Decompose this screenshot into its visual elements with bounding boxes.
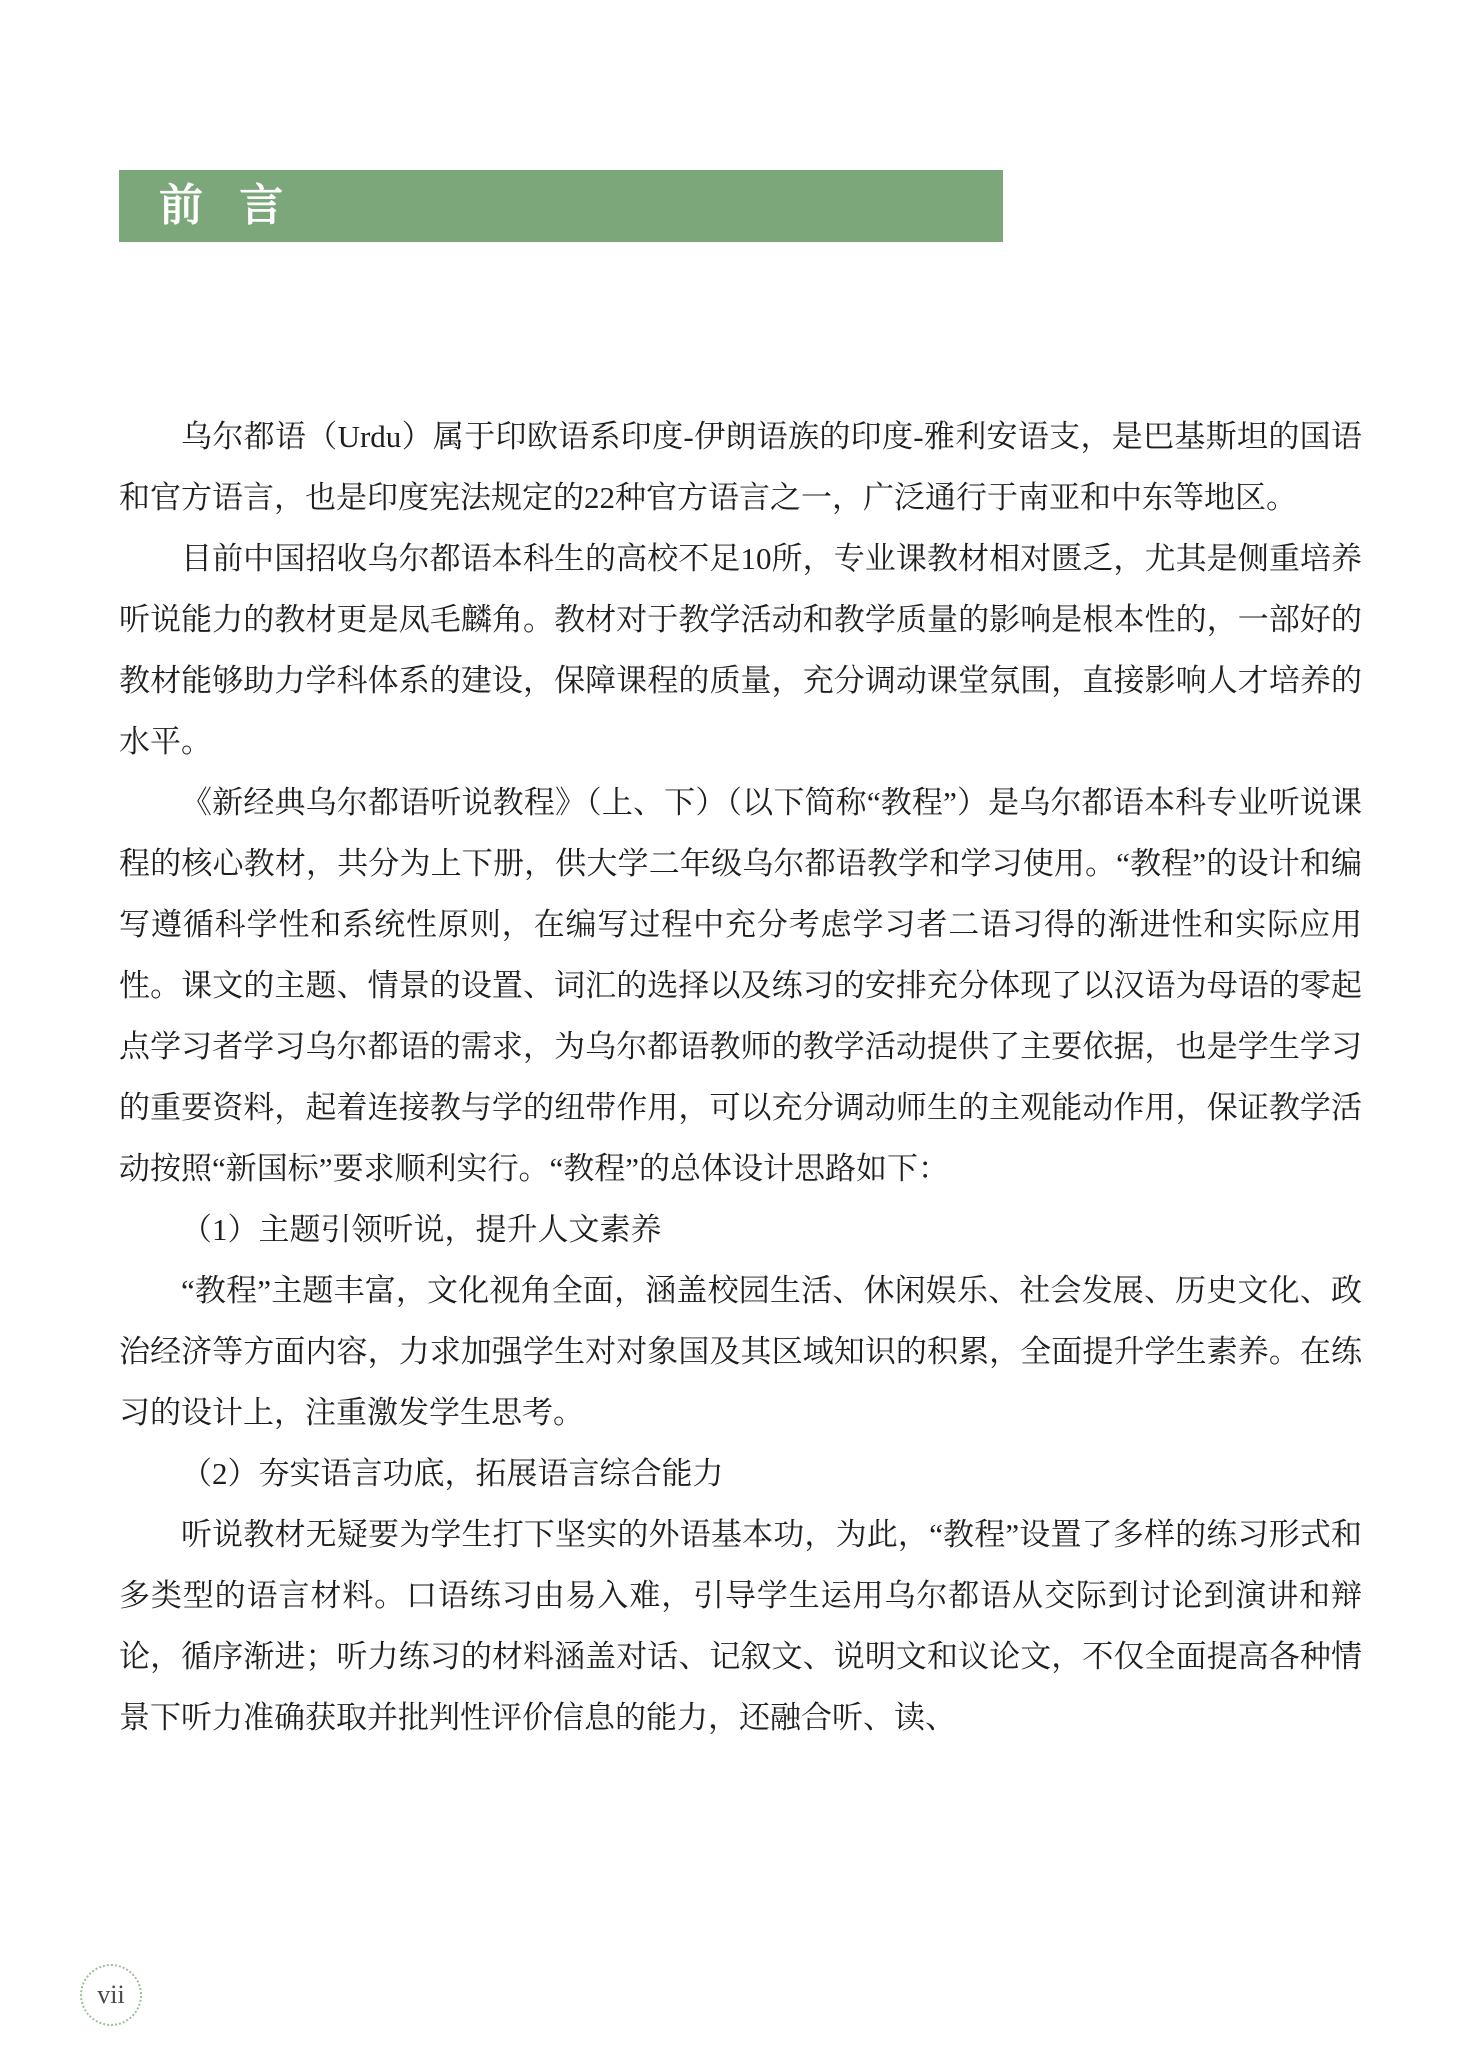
preface-banner (119, 170, 1003, 242)
paragraph-point-2-body: 听说教材无疑要为学生打下坚实的外语基本功，为此，“教程”设置了多样的练习形式和多类型的语言材料。口语练习由易入难，引导学生运用乌尔都语从交际到讨论到演讲和辩论，循序渐进；听力练习的材料涵盖对话、记叙文、说明文和议论文，不仅全面提高各种情景下听力准确获取并批判性评价信息的能力，还融合听、读、 (119, 1517, 1362, 1735)
preface-body (119, 406, 1362, 1748)
paragraph-point-1-body: “教程”主题丰富，文化视角全面，涵盖校园生活、休闲娱乐、社会发展、历史文化、政治经济等方面内容，力求加强学生对对象国及其区域知识的积累，全面提升学生素养。在练习的设计上，注重激发学生思考。 (119, 1273, 1362, 1430)
page-number-label: vii (97, 1980, 125, 2009)
paragraph-textbook-overview: 《新经典乌尔都语听说教程》（上、下）（以下简称“教程”）是乌尔都语本科专业听说课程的核心教材，共分为上下册，供大学二年级乌尔都语教学和学习使用。“教程”的设计和编写遵循科学性和系统性原则，在编写过程中充分考虑学习者二语习得的渐进性和实际应用性。课文的主题、情景的设置、词汇的选择以及练习的安排充分体现了以汉语为母语的零起点学习者学习乌尔都语的需求，为乌尔都语教师的教学活动提供了主要依据，也是学生学习的重要资料，起着连接教与学的纽带作用，可以充分调动师生的主观能动作用，保证教学活动按照“新国标”要求顺利实行。“教程”的总体设计思路如下： (119, 785, 1362, 1186)
paragraph-point-1-heading: （1）主题引领听说，提升人文素养 (181, 1212, 662, 1247)
paragraph-background: 目前中国招收乌尔都语本科生的高校不足10所，专业课教材相对匮乏，尤其是侧重培养听说能力的教材更是凤毛麟角。教材对于教学活动和教学质量的影响是根本性的，一部好的教材能够助力学科体系的建设，保障课程的质量，充分调动课堂氛围，直接影响人才培养的水平。 (119, 541, 1362, 759)
paragraph-point-2-heading: （2）夯实语言功底，拓展语言综合能力 (181, 1456, 724, 1491)
paragraph-intro: 乌尔都语（Urdu）属于印欧语系印度-伊朗语族的印度-雅利安语支，是巴基斯坦的国语和官方语言，也是印度宪法规定的22种官方语言之一，广泛通行于南亚和中东等地区。 (119, 419, 1362, 515)
preface-title: 前 言 (159, 181, 296, 230)
page-number-badge (80, 1964, 142, 2026)
